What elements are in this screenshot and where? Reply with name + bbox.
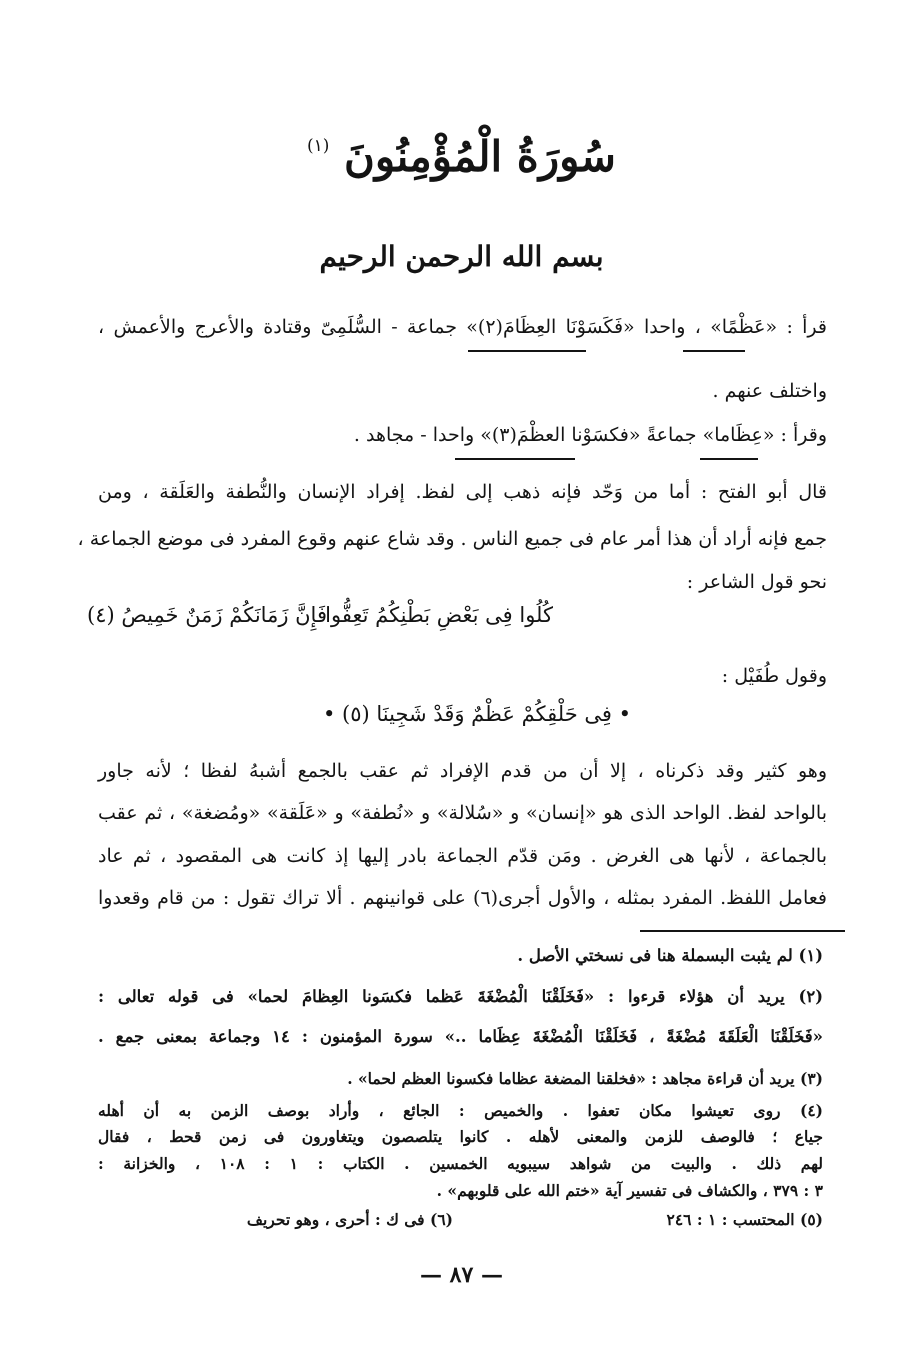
reading-underline: [455, 458, 575, 460]
paragraph-line-4: فعامل اللفظ. المفرد بمثله ، والأول أجرى(٦) على قوانينهم . ألا تراك تقول : من قام وقعدوا: [98, 887, 827, 909]
footnote-4-line-2: جياع ؛ فالوصف للزمن والمعنى لأهله . كانوا يتلصصون ويتغاورون فى زمن قحط ، فقال: [98, 1127, 823, 1146]
verse-2: • فِى حَلْقِكُمْ عَظْمٌ وَقَدْ شَجِينَا (٥) •: [322, 702, 631, 726]
footnote-3: (٣) يريد أن قراءة مجاهد : «فخلقنا المضغة عظاما فكسونا العظم لحما» .: [347, 1069, 823, 1088]
body-line-2: واختلف عنهم .: [712, 380, 827, 402]
footnote-5: (٥) المحتسب : ١ : ٢٤٦: [666, 1210, 823, 1229]
footnote-2-line-1: (٢) يريد أن هؤلاء قرءوا : «فَخَلَقْنَا الْمُضْغَةَ عَظما فكسَونا العِظامَ لحما» فى قوله تعالى :: [98, 987, 823, 1006]
paragraph-line-3: بالجماعة ، لأنها هى الغرض . ومَن قدّم الجماعة بادر إليها إذ كانت هى المقصود ، ثم عاد: [98, 845, 827, 867]
footnote-1: (١) لم يثبت البسملة هنا فى نسختي الأصل .: [517, 946, 823, 965]
verse-1-second-hemistich: فَإِنَّ زَمَانَكُمْ زَمَنٌ خَمِيصُ (٤): [86, 603, 327, 627]
paragraph-line-1: وهو كثير وقد ذكرناه ، إلا أن من قدم الإفراد ثم عقب بالجمع أشبهُ لفظا ؛ لأنه جاور: [98, 760, 827, 782]
body-line-3: وقرأ : «عِظَاما» جماعةً «فكسَوْنا العظْمَ(٣)» واحدا - مجاهد .: [353, 424, 827, 446]
surah-title-footnote-marker: (١): [306, 136, 330, 156]
body-line-5: جمع فإنه أراد أن هذا أمر عام فى جميع الناس . وقد شاع عنهم وقوع المفرد فى موضع الجماعة ،: [77, 528, 827, 550]
reading-underline: [468, 350, 586, 352]
paragraph-line-2: بالواحد لفظ. الواحد الذى هو «إنسان» و «سُلالة» و «نُطفة» و «عَلَقة» «ومُضغة» ، ثم عقب: [98, 802, 827, 824]
body-line-4: قال أبو الفتح : أما من وَحّد فإنه ذهب إلى لفظ. إفراد الإنسان والنُّطفة والعَلَقة ، ومن: [98, 481, 827, 503]
reading-underline: [700, 458, 758, 460]
footnote-4-line-3: لهم ذلك . والبيت من شواهد سيبويه الخمسين . الكتاب : ١ : ١٠٨ ، والخزانة :: [98, 1154, 823, 1173]
tufayl-intro: وقول طُفَيْل :: [721, 665, 827, 687]
footnote-4-line-1: (٤) روى تعيشوا مكان تعفوا . والخميص : الجائع ، وأراد بوصف الزمن به أن أهله: [98, 1101, 824, 1120]
page-number: — ٨٧ —: [420, 1262, 503, 1288]
footnote-separator: [640, 930, 845, 932]
body-line-6: نحو قول الشاعر :: [686, 571, 827, 593]
verse-1-first-hemistich: كُلُوا فِى بَعْضِ بَطْنِكُمُ تَعِفُّوا: [325, 603, 553, 627]
footnote-6: (٦) فى ك : أحرى ، وهو تحريف: [246, 1210, 453, 1229]
footnote-4-line-4: ٣ : ٣٧٩ ، والكشاف فى تفسير آية «ختم الله على قلوبهم» .: [436, 1181, 823, 1200]
surah-title: [0, 132, 923, 181]
footnote-2-line-2: «فَخَلَقْنَا الْعَلَقَةَ مُضْغَةً ، فَخَلَقْنَا الْمُضْغَةَ عِظَاما ..» سورة المؤمنون : ١٤ وجماعة بمعنى جمع .: [98, 1027, 823, 1046]
body-line-1: قرأ : «عَظْمًا» ، واحدا «فَكَسَوْنَا العِظَامَ(٢)» جماعة - السُّلَمِىّ وقتادة والأعرج والأعمش ،: [98, 316, 827, 338]
surah-title-text: سُورَةُ الْمُؤْمِنُونَ: [344, 132, 616, 181]
reading-underline: [683, 350, 745, 352]
basmala: بسم الله الرحمن الرحيم: [319, 240, 604, 273]
